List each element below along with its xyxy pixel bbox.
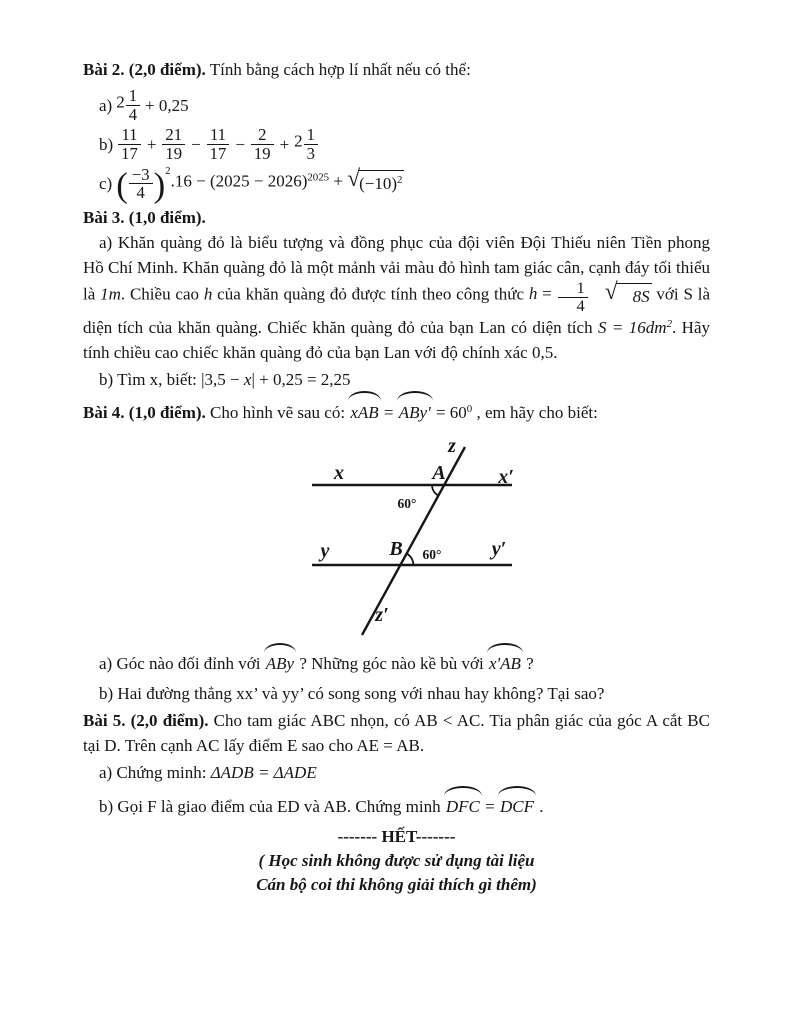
operator: = [379,403,398,423]
label-x-prime: x′ [498,466,514,489]
math-token: h [528,284,538,304]
item-label: b) [99,134,114,154]
math-token: x [243,370,252,390]
angle-name: x'AB [488,646,522,679]
bai4-question-a [99,646,710,679]
item-label: a) [99,95,113,115]
bai2-item-a [99,87,710,123]
label-B: B [389,538,403,561]
bai5-item-a [99,760,710,785]
exponent: 2 [397,174,403,187]
label-y-prime: y′ [491,538,507,561]
body-text: b) Tìm x, biết: [99,370,202,390]
numerator: 1 [576,279,585,297]
angle-A-value: 60° [397,496,417,512]
bai3-paragraph-a [83,230,710,365]
radicand [358,170,404,196]
operator: + [146,134,157,154]
numerator: 11 [121,125,138,145]
body-text: của khăn quàng đỏ được tính theo công thức [212,284,529,304]
square-root [347,166,404,196]
math-token: = 60 [431,403,467,423]
bai4-figure [295,435,527,642]
body-text: Cho hình vẽ sau có: [205,403,350,423]
bai5-item-b [99,789,710,822]
angle-arc-B [407,554,414,565]
bai4-heading [83,394,710,429]
operator: − [191,134,201,154]
math-token [116,87,141,123]
body-text: ? [521,654,534,674]
numerator: 1 [306,125,315,145]
math-token [294,126,319,162]
denominator: 17 [207,144,230,163]
bai3-title: Bài 3. (1,0 điểm). [83,207,206,227]
body-text: b) Gọi F là giao điểm của ED và AB. Chứng minh [99,797,445,817]
operator: − [235,134,245,154]
height-formula [528,279,652,315]
math-token [598,318,672,337]
item-label: c) [99,174,113,194]
denominator: 19 [251,144,274,163]
denominator: 3 [304,144,318,163]
numerator: −3 [131,164,150,184]
fraction [251,126,274,162]
body-text: ? Những góc nào kề bù với [295,654,488,674]
label-z: z [448,435,456,458]
body-text: Cho tam giác ABC nhọn, có AB < AC. Tia phân giác của góc A cắt BC tại D. Trên cạnh AC lấy điểm E sao cho AE = AB. [83,711,710,756]
body-text: . [534,797,544,817]
body-text: . Chiều cao [120,284,204,304]
math-token: 1m [100,284,121,304]
math-token: .16 − (2025 − 2026) [170,171,308,191]
fraction [118,126,141,162]
radical-sign: √ [604,279,618,306]
fraction [558,280,588,315]
open-paren: ( [116,164,128,204]
exponent: 2025 [307,171,330,184]
exponent: 0 [466,403,473,416]
label-x: x [334,462,344,485]
math-token: |3,5 − [201,370,244,390]
footer-note-2: Cán bộ coi thi không giải thích gì thêm) [256,875,537,895]
square-root [589,279,652,309]
body-text: với S là diện tích của khăn quàng. Chiếc khăn quàng đỏ của bạn Lan có diện tích [83,284,710,338]
fraction [162,126,185,162]
fraction [129,166,153,202]
operator: = [480,797,499,817]
exponent: 2 [666,318,673,331]
exponent: 2 [165,164,171,177]
end-marker: ------- HẾT------- [337,827,456,847]
denominator: 19 [162,144,185,163]
radicand: 8S [616,283,652,309]
body-text: a) Chứng minh: [99,763,211,783]
label-y: y [320,540,330,563]
math-token: ΔADB = ΔADE [210,763,317,783]
angle-name: xAB [349,394,379,429]
math-expression [116,166,404,202]
numerator: 2 [258,125,267,145]
mixed-whole: 2 [294,131,303,151]
bai2-intro: Tính bằng cách hợp lí nhất nếu có thể: [205,60,471,79]
fraction [126,87,140,123]
denominator: 4 [558,297,588,315]
math-token: S = 16dm [598,318,667,338]
angle-name: DFC [445,789,481,822]
math-token: | + 0,25 = 2,25 [251,370,351,390]
math-token: (−10) [359,174,397,194]
operator: + [329,171,348,191]
bai3-heading [83,205,710,230]
numerator: 21 [165,125,183,145]
numerator: 1 [128,86,138,105]
bai2-item-b [99,126,710,162]
radical-sign: √ [347,166,361,193]
label-z-prime: z′ [375,604,389,627]
angle-name: ABy' [398,394,432,429]
fraction [207,126,230,162]
angle-B-value: 60° [422,547,442,563]
bai2-item-c [99,166,710,202]
body-text: . Hãy tính chiều cao chiếc khăn quàng đỏ của bạn Lan với độ chính xác 0,5. [83,318,711,363]
bai3-item-b [99,367,710,392]
close-paren: ) [153,164,166,204]
bai2-heading [83,57,710,82]
math-token: h [203,284,213,304]
bai2-title: Bài 2. (2,0 điểm). [83,60,206,79]
body-text: a) Khăn quàng đỏ là biểu tượng và đồng phục của đội viên Đội Thiếu niên Tiền phong Hồ Chí Minh. Khăn quàng đỏ là một mảnh vải màu đỏ hình tam giác cân, cạnh đáy tối thiểu là [83,232,710,304]
denominator: 17 [118,144,141,163]
bai4-title: Bài 4. (1,0 điểm). [83,403,206,423]
operator: = [537,284,557,304]
angle-name: ABy [265,646,295,679]
body-text: , em hãy cho biết: [472,403,598,423]
label-A: A [432,462,446,485]
body-text: a) Góc nào đối đỉnh với [99,654,265,674]
numerator: 11 [209,125,227,145]
denominator: 4 [129,183,153,202]
bai5-paragraph [83,708,710,758]
bai4-question-b: b) Hai đường thẳng xx’ và yy’ có song song với nhau hay không? Tại sao? [99,684,605,704]
math-token: + 0,25 [145,95,189,115]
footer-note-1: ( Học sinh không được sử dụng tài liệu [258,851,535,871]
denominator: 4 [126,105,140,124]
parallel-lines-diagram [295,435,527,642]
mixed-whole: 2 [116,92,125,112]
bai5-title: Bài 5. (2,0 điểm). [83,711,209,731]
fraction [304,126,318,162]
angle-name: DCF [499,789,535,822]
operator: + [279,134,290,154]
angle-arc-A [432,485,438,496]
